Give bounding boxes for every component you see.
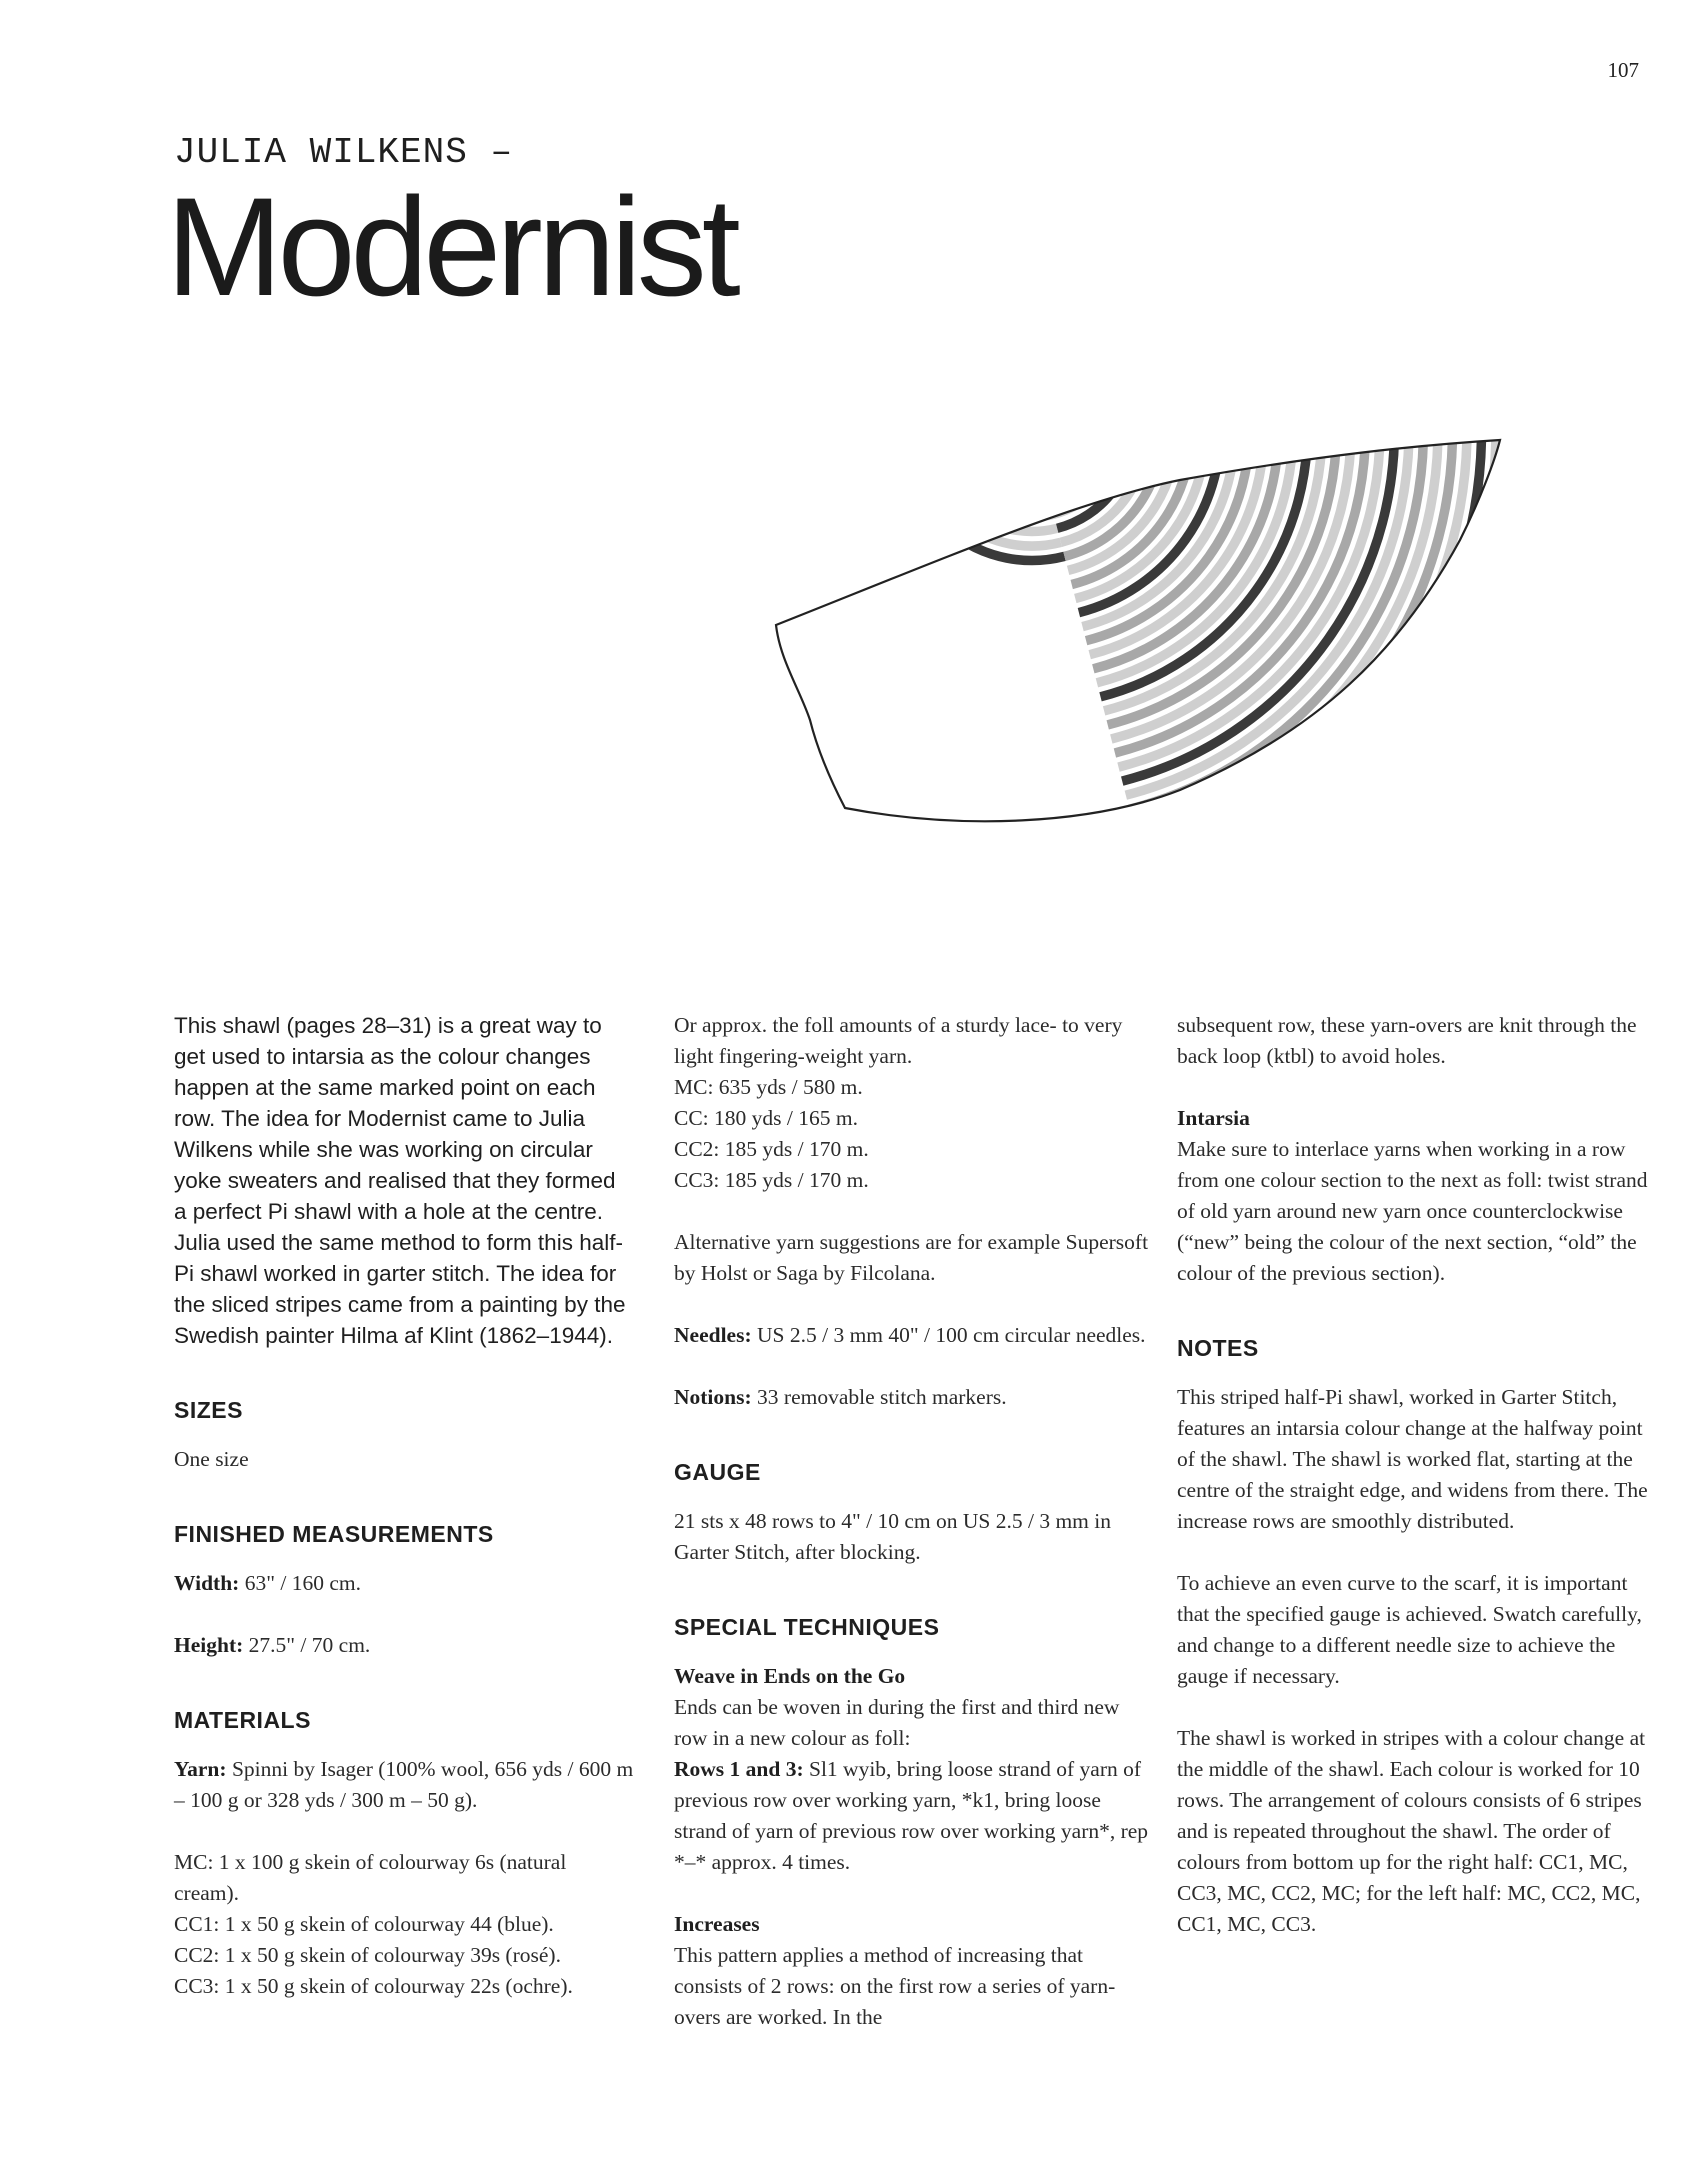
needles-label: Needles: [674, 1323, 752, 1347]
intarsia-text: Make sure to interlace yarns when working in a row from one colour section to the next as foll: twist strand of old yarn around new yarn once counterclockwise (“new” being the colour of the next section, “old” the colour of the previous section). [1177, 1137, 1648, 1285]
shawl-illustration [760, 430, 1540, 850]
stripe-arc [1090, 430, 1264, 655]
sizes-value: One size [174, 1447, 249, 1471]
yarn-amounts [674, 1072, 1154, 1196]
rows-label: Rows 1 and 3: [674, 1757, 804, 1781]
skein-list [174, 1847, 634, 2002]
weave-ends-title: Weave in Ends on the Go [674, 1664, 906, 1688]
shawl-left-stripes [901, 430, 1064, 561]
stripe-arc [1003, 430, 1039, 459]
increases-text: This pattern applies a method of increasing that consists of 2 rows: on the first row a series of yarn-overs are worked. In the [674, 1943, 1116, 2029]
notes-heading: NOTES [1177, 1335, 1259, 1361]
height-value: 27.5" / 70 cm. [243, 1633, 371, 1657]
notions-info [674, 1382, 1154, 1413]
amount-item: MC: 635 yds / 580 m. [674, 1075, 863, 1099]
stripe-arc [1039, 430, 1061, 458]
notes-paragraph: To achieve an even curve to the scarf, it is important that the specified gauge is achieved. Swatch carefully, and change to a different needle size to achieve the gauge if necessary. [1177, 1571, 1642, 1688]
stripe-arc [1050, 430, 1105, 500]
page-title: Modernist [166, 168, 736, 325]
special-techniques-heading: SPECIAL TECHNIQUES [674, 1614, 940, 1640]
stripe-arc [1046, 430, 1090, 486]
notes-paragraph: This striped half-Pi shawl, worked in Garter Stitch, features an intarsia colour change at the halfway point of the shawl. The shawl is worked flat, starting at the centre of the straight edge, and widens from there. The increase rows are smoothly distributed. [1177, 1385, 1648, 1533]
height-measurement [174, 1630, 634, 1661]
intarsia-title: Intarsia [1177, 1106, 1250, 1130]
page-number: 107 [1607, 58, 1639, 82]
column-1 [174, 1010, 634, 2002]
stripe-arc [901, 430, 1064, 561]
stripe-arc [945, 430, 1054, 517]
rows-1-3-text [674, 1754, 1154, 1878]
notes-paragraph: The shawl is worked in stripes with a colour change at the middle of the shawl. Each colour is worked for 10 rows. The arrangement of colours consists of 6 stripes and is repeated throughout the shawl. The order of colours from bottom up for the right half: CC1, MC, CC3, MC, CC2, MC; for the left half: MC, CC2, MC, CC1, MC, CC3. [1177, 1726, 1646, 1936]
width-value: 63" / 160 cm. [239, 1571, 361, 1595]
width-measurement [174, 1568, 634, 1599]
gauge-text: 21 sts x 48 rows to 4" / 10 cm on US 2.5 / 3 mm in Garter Stitch, after blocking. [674, 1509, 1112, 1564]
sizes-heading: SIZES [174, 1397, 243, 1423]
skein-item: CC1: 1 x 50 g skein of colourway 44 (blue). [174, 1912, 554, 1936]
notions-label: Notions: [674, 1385, 752, 1409]
yarn-info [174, 1754, 634, 1816]
yarn-value: Spinni by Isager (100% wool, 656 yds / 600 m – 100 g or 328 yds / 300 m – 50 g). [174, 1757, 634, 1812]
skein-item: CC3: 1 x 50 g skein of colourway 22s (ochre). [174, 1974, 573, 1998]
increases-title: Increases [674, 1912, 760, 1936]
needles-value: US 2.5 / 3 mm 40" / 100 cm circular needles. [751, 1323, 1146, 1347]
stripe-arc [974, 430, 1046, 488]
rows-value: Sl1 wyib, bring loose strand of yarn of previous row over working yarn, *k1, bring loose strand of yarn of previous row over working yarn*, rep *–* approx. 4 times. [674, 1757, 1149, 1874]
alternative-yarn-text: Alternative yarn suggestions are for example Supersoft by Holst or Saga by Filcolana. [674, 1230, 1149, 1285]
approx-yarn-text: Or approx. the foll amounts of a sturdy lace- to very light fingering-weight yarn. [674, 1013, 1123, 1068]
needles-info [674, 1320, 1154, 1351]
yarn-label: Yarn: [174, 1757, 227, 1781]
intro-text: This shawl (pages 28–31) is a great way to get used to intarsia as the colour changes happen at the same marked point on each row. The idea for Modernist came to Julia Wilkens while she was working on circular yoke sweaters and realised that they formed a perfect Pi shawl with a hole at the centre. Julia used the same method to form this half-Pi shawl worked in garter stitch. The idea for the sliced stripes came from a painting by the Swedish painter Hilma af Klint (1862–1944). [174, 1013, 626, 1348]
stripe-arc [1036, 430, 1047, 444]
stripe-arc [930, 430, 1057, 531]
skein-item: MC: 1 x 100 g skein of colourway 6s (natural cream). [174, 1850, 567, 1905]
column-2 [674, 1010, 1154, 2033]
stripe-arc [1162, 430, 1540, 850]
materials-heading: MATERIALS [174, 1707, 311, 1733]
designer-name: JULIA WILKENS – [174, 132, 514, 173]
gauge-heading: GAUGE [674, 1459, 761, 1485]
height-label: Height: [174, 1633, 244, 1657]
stripe-arc [959, 430, 1050, 502]
stripe-arc [988, 430, 1042, 473]
continued-text: subsequent row, these yarn-overs are knit through the back loop (ktbl) to avoid holes. [1177, 1013, 1637, 1068]
width-label: Width: [174, 1571, 240, 1595]
skein-item: CC2: 1 x 50 g skein of colourway 39s (rosé). [174, 1943, 561, 1967]
shawl-right-stripes [1036, 430, 1540, 850]
finished-measurements-heading: FINISHED MEASUREMENTS [174, 1521, 494, 1547]
column-3 [1177, 1010, 1657, 1940]
amount-item: CC2: 185 yds / 170 m. [674, 1137, 869, 1161]
amount-item: CC3: 185 yds / 170 m. [674, 1168, 869, 1192]
notions-value: 33 removable stitch markers. [751, 1385, 1007, 1409]
stripe-arc [1017, 430, 1035, 444]
amount-item: CC: 180 yds / 165 m. [674, 1106, 858, 1130]
stripe-arc [1043, 430, 1076, 472]
weave-ends-text: Ends can be woven in during the first and third new row in a new colour as foll: [674, 1695, 1120, 1750]
